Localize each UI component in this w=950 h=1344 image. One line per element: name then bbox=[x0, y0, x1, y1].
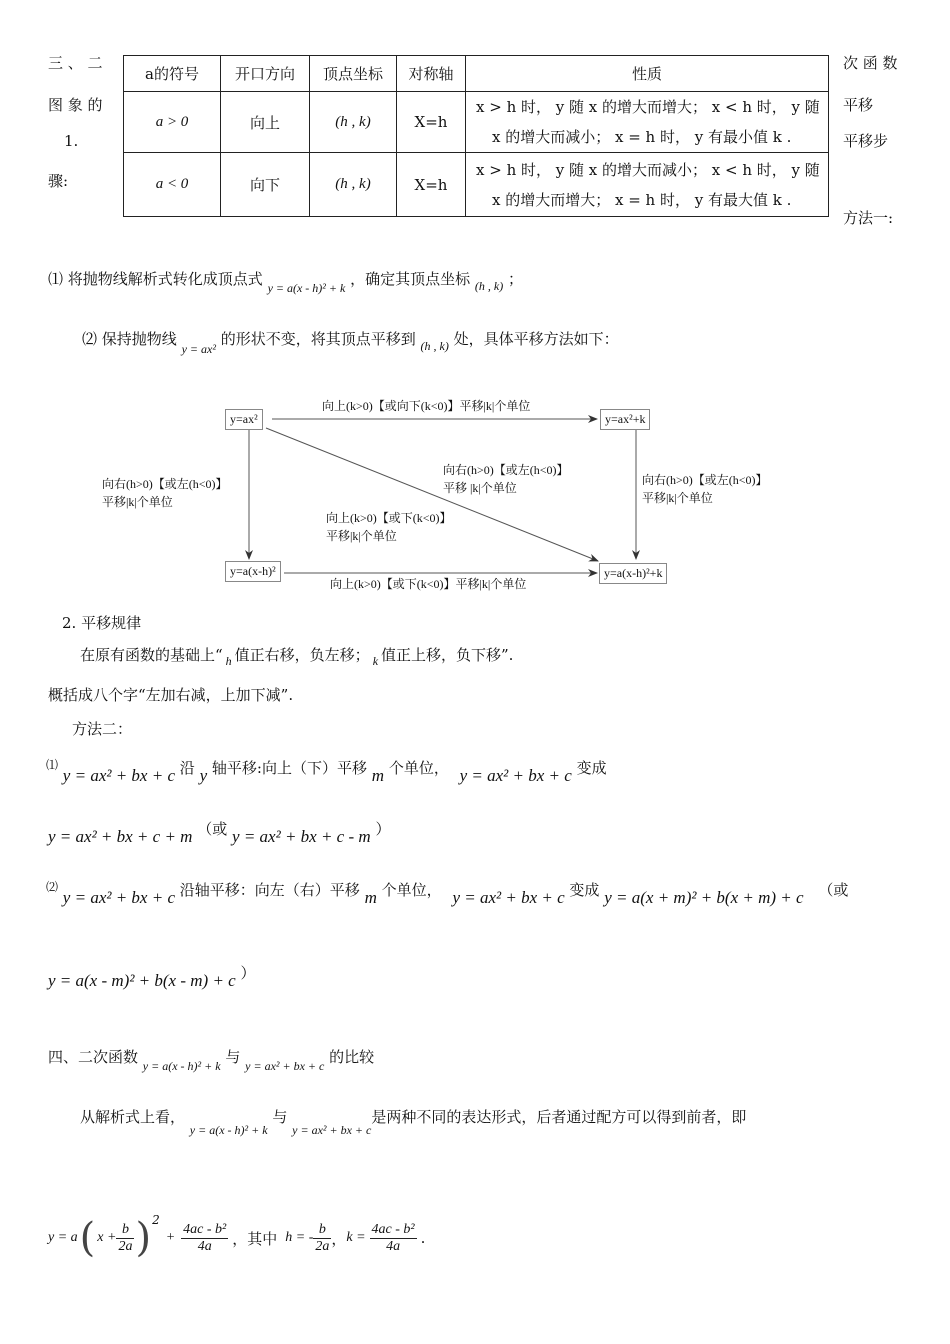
rule-text-b: 值正右移，负左移； bbox=[234, 646, 370, 664]
fraction-numerator: 4ac - b² bbox=[183, 1221, 227, 1237]
comma: ， bbox=[331, 1229, 347, 1248]
where-text: ，其中 bbox=[232, 1229, 278, 1248]
fraction-numerator: b bbox=[116, 1222, 134, 1239]
square-exponent: 2 bbox=[152, 1213, 160, 1227]
label-diagonal-b-line2: 平移|k|个单位 bbox=[326, 529, 397, 543]
right-paren: ) bbox=[135, 1215, 152, 1261]
part1-text: 个单位， bbox=[388, 759, 449, 777]
label-right-arrow-line2: 平移|k|个单位 bbox=[642, 491, 713, 505]
shifted-left-formula: y = a(x + m)² + b(x + m) + c bbox=[604, 888, 804, 907]
section3-right-line2: 平移 bbox=[843, 96, 874, 114]
period: . bbox=[420, 1229, 426, 1247]
part2-text: 沿轴平移：向左（右）平移 bbox=[179, 881, 360, 899]
fraction-k-value bbox=[370, 1222, 417, 1255]
section4-title-text: 与 bbox=[225, 1048, 241, 1066]
header-vertex: 顶点坐标 bbox=[310, 56, 397, 92]
vertex-form-formula: y = a(x - h)² + k bbox=[267, 281, 346, 295]
step1-text: ⑴ 将抛物线解析式转化成顶点式 bbox=[48, 270, 263, 288]
fraction-numerator: b bbox=[313, 1222, 331, 1239]
step2-mid-text: 的形状不变，将其顶点平移到 bbox=[220, 330, 416, 348]
header-property: 性质 bbox=[466, 56, 829, 92]
part1-number: ⑴ bbox=[46, 758, 59, 772]
general-form-formula: y = ax² + bx + c bbox=[452, 888, 565, 907]
cell-axis: X=h bbox=[397, 153, 466, 217]
box-vertex-form: y=a(x-h)²+k bbox=[599, 563, 667, 584]
method2-part1-line1 bbox=[46, 757, 607, 785]
label-diagonal-a-line2: 平移 |k|个单位 bbox=[443, 481, 517, 495]
part2-text: 个单位， bbox=[381, 881, 442, 899]
general-form-formula: y = ax² + bx + c bbox=[62, 766, 175, 785]
k-equals: k = bbox=[346, 1230, 366, 1245]
paragraph-text: 与 bbox=[272, 1108, 288, 1126]
general-form-formula: y = ax² + bx + c bbox=[292, 1123, 372, 1137]
cell-sign: a < 0 bbox=[124, 153, 221, 217]
section4-title bbox=[48, 1046, 375, 1073]
symbol-h: h bbox=[225, 654, 232, 668]
shifted-right-formula: y = a(x - m)² + b(x - m) + c bbox=[48, 971, 236, 990]
rule-text-c: 值正上移，负下移”. bbox=[381, 646, 514, 664]
general-form-formula: y = ax² + bx + c bbox=[245, 1059, 325, 1073]
section4-paragraph bbox=[80, 1106, 747, 1137]
rule-line1 bbox=[80, 644, 514, 668]
step1-mid-text: ，确定其顶点坐标 bbox=[350, 270, 471, 288]
fraction-denominator: 2a bbox=[118, 1238, 133, 1254]
cell-axis: X=h bbox=[397, 92, 466, 153]
formula-x-plus: x + bbox=[97, 1230, 117, 1245]
box-basic-parabola: y=ax² bbox=[225, 409, 263, 430]
label-bottom-arrow: 向上(k>0)【或下(k<0)】平移|k|个单位 bbox=[330, 577, 527, 591]
formula-y-equals-a: y = a bbox=[48, 1230, 78, 1245]
section3-left-line2: 图 象 的 bbox=[48, 96, 103, 114]
method2-part1-line2 bbox=[48, 818, 391, 846]
section3-left-line3: 1. bbox=[64, 132, 79, 150]
fraction-h-value bbox=[313, 1222, 331, 1255]
header-sign: a的符号 bbox=[124, 56, 221, 92]
header-axis: 对称轴 bbox=[397, 56, 466, 92]
symbol-y: y bbox=[199, 766, 208, 785]
cell-vertex: (h , k) bbox=[310, 153, 397, 217]
section3-right-line4: 方法一: bbox=[843, 209, 894, 227]
arrow-diagonal bbox=[266, 428, 598, 561]
step2-text: ⑵ 保持抛物线 bbox=[82, 330, 177, 348]
header-direction: 开口方向 bbox=[221, 56, 310, 92]
left-paren: ( bbox=[79, 1215, 96, 1261]
fraction-denominator: 4a bbox=[386, 1238, 401, 1254]
label-left-arrow-line2: 平移|k|个单位 bbox=[102, 495, 173, 509]
vertex-form-formula: y = a(x - h)² + k bbox=[189, 1123, 268, 1137]
vertex-form-formula: y = a(x - h)² + k bbox=[142, 1059, 221, 1073]
fraction-constant-term bbox=[181, 1222, 228, 1255]
symbol-m: m bbox=[371, 766, 385, 785]
part2-text: 变成 bbox=[569, 881, 600, 899]
label-right-arrow-line1: 向右(h>0)【或左(h<0)】 bbox=[642, 473, 768, 487]
translation-diagram-arrows bbox=[0, 0, 950, 620]
property-line: x > h 时， y 随 x 的增大而增大； x < h 时， y 随 bbox=[476, 98, 820, 116]
label-left-arrow-line1: 向右(h>0)【或左(h<0)】 bbox=[102, 477, 228, 491]
cell-vertex: (h , k) bbox=[310, 92, 397, 153]
property-line: x 的增大而增大； x = h 时， y 有最大值 k . bbox=[492, 190, 792, 209]
part2-number: ⑵ bbox=[46, 880, 59, 894]
symbol-m: m bbox=[364, 888, 377, 907]
section3-left-line1: 三 、 二 bbox=[48, 54, 103, 72]
rule-title: 2. 平移规律 bbox=[62, 614, 142, 632]
paragraph-text: 从解析式上看， bbox=[80, 1108, 186, 1126]
part1-text: 变成 bbox=[576, 759, 607, 777]
completed-square-formula bbox=[48, 1210, 425, 1266]
section4-title-text: 的比较 bbox=[329, 1048, 375, 1066]
property-line: x > h 时， y 随 x 的增大而减小； x < h 时， y 随 bbox=[476, 160, 820, 179]
shifted-down-formula: y = ax² + bx + c - m bbox=[232, 827, 371, 846]
method2-title: 方法二： bbox=[72, 720, 133, 738]
plus-sign: + bbox=[165, 1230, 176, 1245]
label-top-arrow: 向上(k>0)【或向下(k<0)】平移|k|个单位 bbox=[322, 399, 531, 413]
step1-end: ； bbox=[508, 270, 524, 288]
part1-text: 沿 bbox=[179, 759, 195, 777]
section3-right-line1: 次 函 数 bbox=[843, 54, 898, 72]
general-form-formula: y = ax² + bx + c bbox=[62, 888, 175, 907]
part1-text: ） bbox=[375, 820, 391, 838]
fraction-numerator: 4ac - b² bbox=[371, 1221, 415, 1237]
box-vertical-shift: y=ax²+k bbox=[600, 409, 650, 430]
fraction-denominator: 4a bbox=[197, 1238, 212, 1254]
general-form-formula: y = ax² + bx + c bbox=[459, 766, 572, 785]
part1-text: （或 bbox=[197, 820, 228, 838]
method2-part2-line1 bbox=[46, 879, 849, 907]
vertex-coordinate: (h , k) bbox=[474, 279, 504, 293]
method2-part2-line2 bbox=[48, 962, 256, 990]
paragraph-text: 是两种不同的表达形式，后者通过配方可以得到前者，即 bbox=[371, 1108, 747, 1126]
property-line: x 的增大而减小； x = h 时， y 有最小值 k . bbox=[492, 128, 792, 146]
section3-right-line3: 平移步 bbox=[843, 132, 889, 150]
section4-title-text: 四、二次函数 bbox=[48, 1048, 139, 1066]
label-diagonal-a-line1: 向右(h>0)【或左(h<0)】 bbox=[443, 463, 569, 477]
box-horizontal-shift: y=a(x-h)² bbox=[225, 561, 281, 582]
label-diagonal-b-line1: 向上(k>0)【或下(k<0)】 bbox=[326, 511, 452, 525]
vertex-coordinate: (h , k) bbox=[420, 339, 449, 353]
step2-end: 处，具体平移方法如下： bbox=[453, 330, 619, 348]
cell-direction: 向上 bbox=[221, 92, 310, 153]
rule-text-a: 在原有函数的基础上“ bbox=[80, 646, 223, 664]
basic-parabola-formula: y = ax² bbox=[181, 342, 216, 356]
symbol-k: k bbox=[372, 654, 379, 668]
cell-direction: 向下 bbox=[221, 153, 310, 217]
part1-text: 轴平移:向上（下）平移 bbox=[211, 759, 367, 777]
cell-sign: a > 0 bbox=[124, 92, 221, 153]
shifted-up-formula: y = ax² + bx + c + m bbox=[48, 827, 193, 846]
section3-left-line4: 骤: bbox=[48, 172, 69, 190]
part2-text: （或 bbox=[818, 881, 849, 899]
part2-text: ） bbox=[240, 964, 256, 982]
fraction-b-over-2a bbox=[116, 1222, 134, 1255]
rule-line2: 概括成八个字“左加右减，上加下减”. bbox=[48, 686, 294, 704]
h-equals: h = - bbox=[285, 1230, 314, 1245]
fraction-denominator: 2a bbox=[315, 1238, 330, 1254]
